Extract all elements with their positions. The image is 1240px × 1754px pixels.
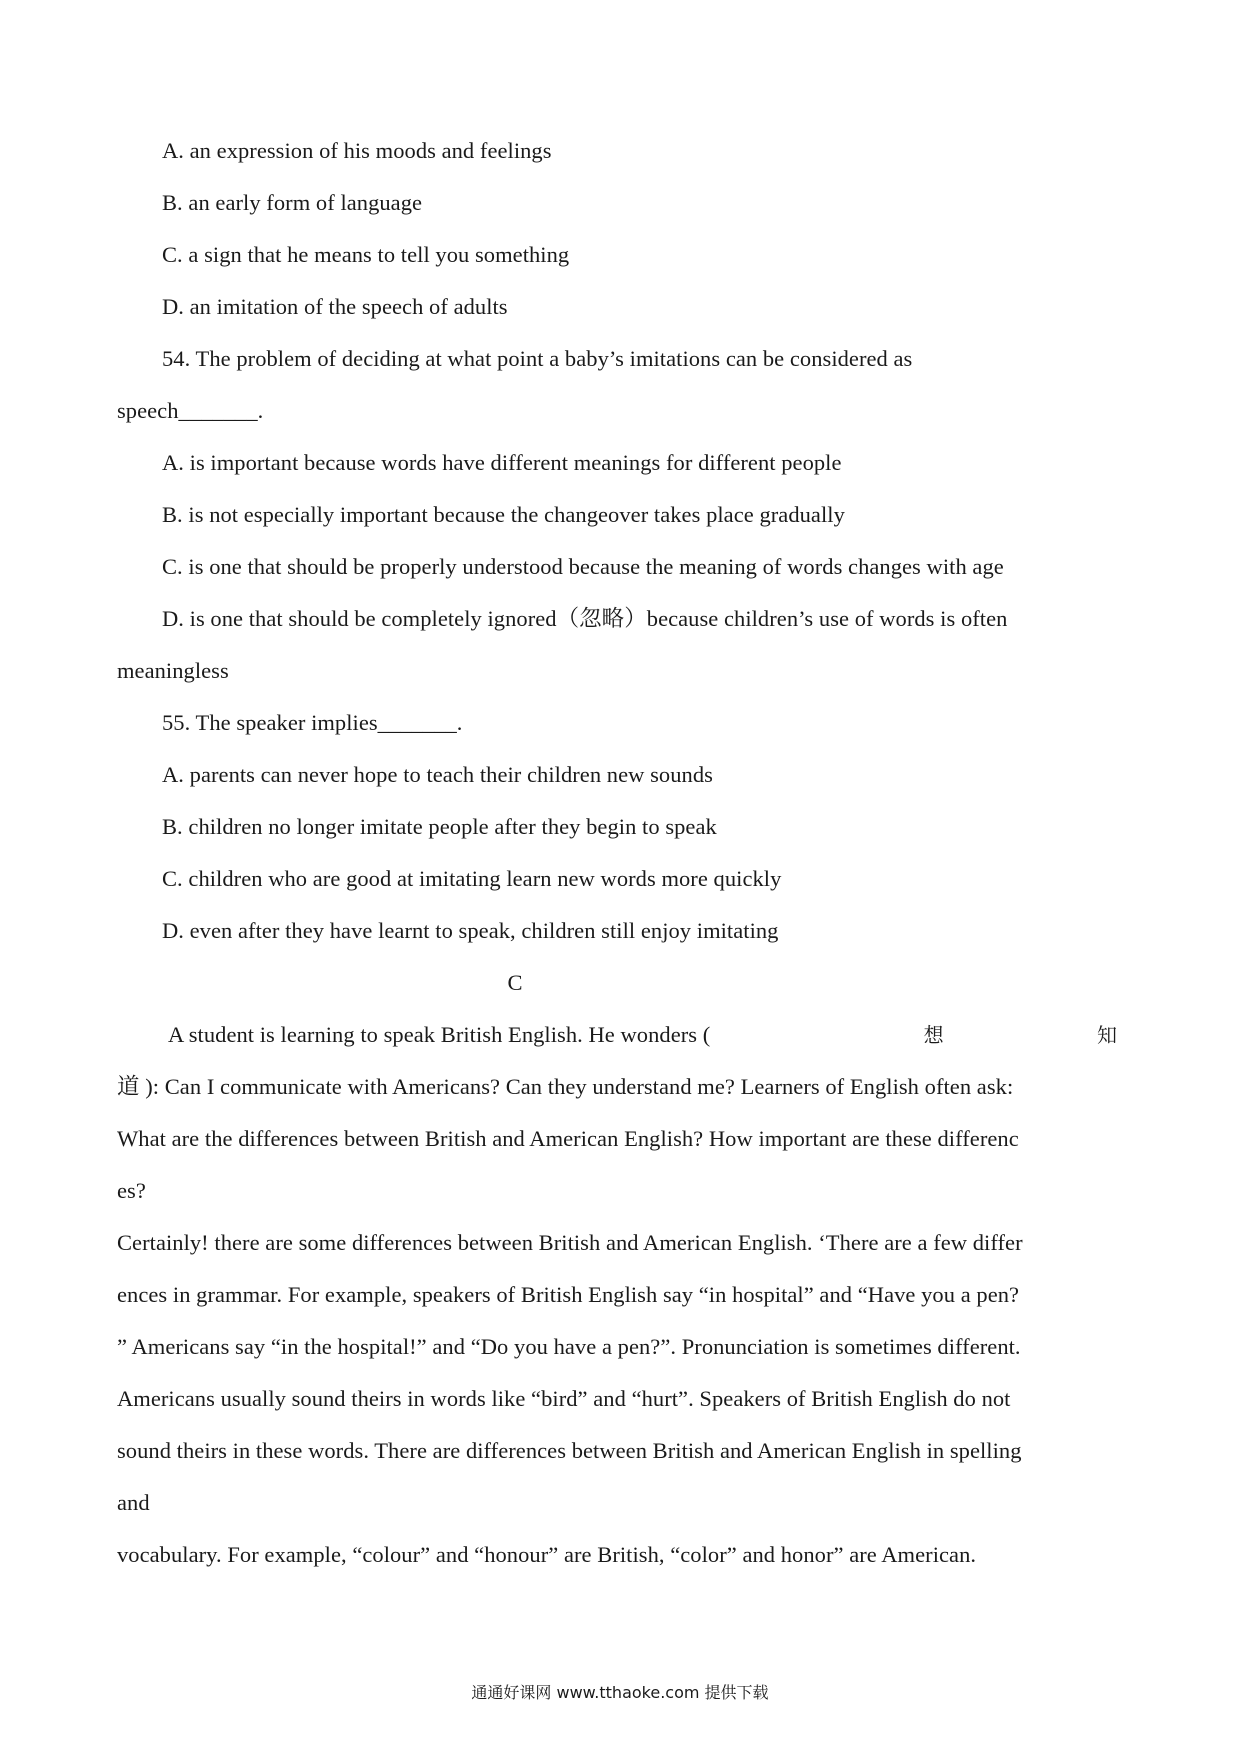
passage-c-p1-line4: es? [117,1178,146,1203]
passage-c-p1-line1 [117,1020,1117,1050]
passage-c-p2-line2: ences in grammar. For example, speakers of British English say “in hospital” and “Have you a pen? [117,1282,1020,1307]
q54-option-d-line1: D. is one that should be completely ignored（忽略）because children’s use of words is often [162,606,1008,631]
section-c-heading: C [507,970,523,995]
q54-option-b: B. is not especially important because the changeover takes place gradually [162,502,845,527]
passage-c-p1-line1-text: A student is learning to speak British English. He wonders ( [168,1022,711,1047]
q54-stem-line2: speech_______. [117,398,264,423]
passage-c-p2-line4: Americans usually sound theirs in words like “bird” and “hurt”. Speakers of British English do not [117,1386,1011,1411]
q54-stem-line1: 54. The problem of deciding at what point a baby’s imitations can be considered as [162,346,913,371]
page-footer: 通通好课网 www.tthaoke.com 提供下载 [471,1683,769,1702]
q54-option-c: C. is one that should be properly understood because the meaning of words changes with age [162,554,1004,579]
passage-c-p1-line3: What are the differences between British and American English? How important are these differenc [117,1126,1019,1151]
q55-stem: 55. The speaker implies_______. [162,710,463,735]
passage-c-p2-line7: vocabulary. For example, “colour” and “honour” are British, “color” and honor” are American. [117,1542,977,1567]
passage-c-p1-line1-cjk-1: 想 [923,1023,944,1047]
q55-option-a: A. parents can never hope to teach their children new sounds [162,762,713,787]
q54-option-d-line2: meaningless [117,658,229,683]
q55-option-d: D. even after they have learnt to speak, children still enjoy imitating [162,918,779,943]
q53-option-a: A. an expression of his moods and feelings [162,138,552,163]
passage-c-p2-line5: sound theirs in these words. There are differences between British and American English in spelling [117,1438,1022,1463]
passage-c-p2-line6: and [117,1490,150,1515]
q53-option-b: B. an early form of language [162,190,423,215]
passage-c-p1-line1-cjk-2: 知 [1096,1023,1117,1047]
q55-option-b: B. children no longer imitate people after they begin to speak [162,814,717,839]
passage-c-p2-line1: Certainly! there are some differences between British and American English. ‘There are a few differ [117,1230,1023,1255]
passage-c-p1-line2: 道 ): Can I communicate with Americans? Can they understand me? Learners of English often ask: [117,1074,1014,1099]
q54-option-a: A. is important because words have different meanings for different people [162,450,842,475]
passage-c-p2-line3: ” Americans say “in the hospital!” and “Do you have a pen?”. Pronunciation is sometimes different. [117,1334,1021,1359]
q55-option-c: C. children who are good at imitating learn new words more quickly [162,866,782,891]
q53-option-c: C. a sign that he means to tell you something [162,242,570,267]
q53-option-d: D. an imitation of the speech of adults [162,294,508,319]
